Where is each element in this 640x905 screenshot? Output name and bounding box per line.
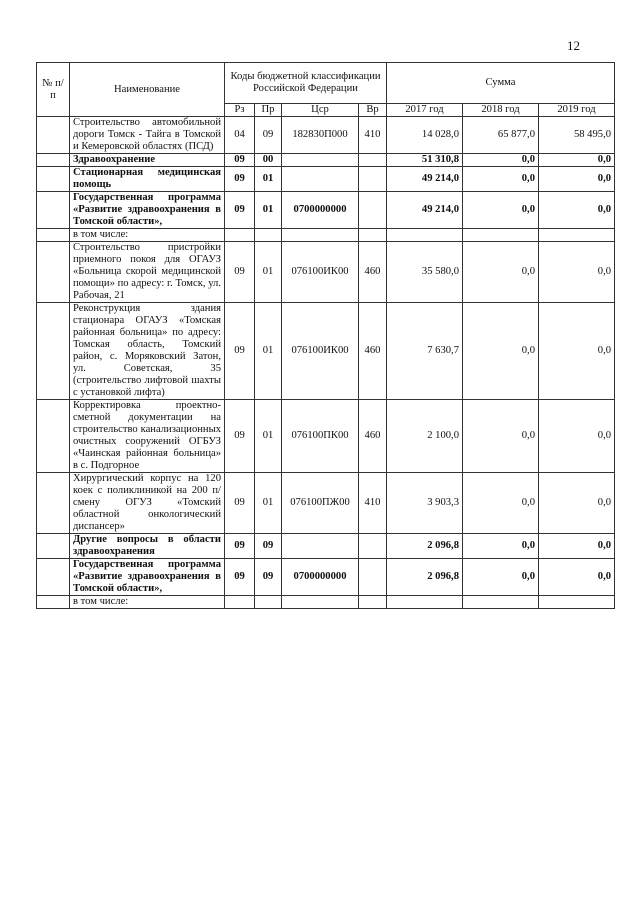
table-row — [37, 400, 615, 473]
table-row — [37, 534, 615, 559]
cell-num — [37, 154, 70, 167]
cell-pr: 01 — [255, 473, 282, 534]
cell-name: Корректировка проектно-сметной документации на строительство канализационных очистных сооружений ОГБУЗ «Чаинская районная больница» в с. Подгорное — [70, 400, 225, 473]
cell-name: Реконструкция здания стационара ОГАУЗ «Томская районная больница» по адресу: Томская область, Томский район, с. Моряковский Затон, ул. Советская, 35 (строительство лифтовой шахты с установкой лифта) — [70, 303, 225, 400]
cell-2018: 65 877,0 — [463, 117, 539, 154]
cell-pr: 00 — [255, 154, 282, 167]
cell-2017: 3 903,3 — [387, 473, 463, 534]
cell-2017 — [387, 596, 463, 609]
cell-vr: 460 — [359, 242, 387, 303]
cell-2018 — [463, 596, 539, 609]
cell-vr: 410 — [359, 117, 387, 154]
header-rz: Рз — [225, 104, 255, 117]
cell-name: Государственная программа «Развитие здравоохранения в Томской области», — [70, 192, 225, 229]
cell-rz: 09 — [225, 559, 255, 596]
header-name: Наименование — [70, 63, 225, 117]
cell-2019: 0,0 — [539, 167, 615, 192]
cell-vr — [359, 559, 387, 596]
cell-2018: 0,0 — [463, 534, 539, 559]
cell-2019: 0,0 — [539, 242, 615, 303]
cell-name: в том числе: — [70, 229, 225, 242]
table-row — [37, 192, 615, 229]
table-row — [37, 229, 615, 242]
cell-num — [37, 559, 70, 596]
cell-2017: 2 096,8 — [387, 534, 463, 559]
cell-num — [37, 400, 70, 473]
cell-2018: 0,0 — [463, 473, 539, 534]
cell-num — [37, 303, 70, 400]
header-vr: Вр — [359, 104, 387, 117]
cell-pr: 01 — [255, 192, 282, 229]
cell-rz: 09 — [225, 303, 255, 400]
cell-vr: 460 — [359, 400, 387, 473]
cell-2017: 7 630,7 — [387, 303, 463, 400]
header-pr: Пр — [255, 104, 282, 117]
cell-rz — [225, 596, 255, 609]
cell-2017: 49 214,0 — [387, 167, 463, 192]
cell-pr: 09 — [255, 534, 282, 559]
cell-name: Стационарная медицинская помощь — [70, 167, 225, 192]
cell-rz: 09 — [225, 154, 255, 167]
cell-csr — [282, 229, 359, 242]
table-row — [37, 117, 615, 154]
table-row — [37, 242, 615, 303]
header-codes: Коды бюджетной классификации Российской Федерации — [225, 63, 387, 104]
cell-num — [37, 117, 70, 154]
cell-name: Строительство автомобильной дороги Томск - Тайга в Томской и Кемеровской областях (ПСД) — [70, 117, 225, 154]
cell-name: в том числе: — [70, 596, 225, 609]
cell-2017: 14 028,0 — [387, 117, 463, 154]
cell-num — [37, 229, 70, 242]
cell-2018: 0,0 — [463, 559, 539, 596]
cell-num — [37, 167, 70, 192]
table-row — [37, 596, 615, 609]
cell-2017 — [387, 229, 463, 242]
cell-num — [37, 242, 70, 303]
cell-rz — [225, 229, 255, 242]
cell-2017: 51 310,8 — [387, 154, 463, 167]
cell-csr: 076100ПЖ00 — [282, 473, 359, 534]
cell-pr — [255, 229, 282, 242]
cell-num — [37, 596, 70, 609]
header-2018: 2018 год — [463, 104, 539, 117]
cell-csr: 182830П000 — [282, 117, 359, 154]
header-csr: Цср — [282, 104, 359, 117]
cell-num — [37, 473, 70, 534]
header-2017: 2017 год — [387, 104, 463, 117]
cell-num — [37, 534, 70, 559]
cell-rz: 09 — [225, 534, 255, 559]
cell-csr — [282, 596, 359, 609]
cell-vr — [359, 534, 387, 559]
cell-rz: 04 — [225, 117, 255, 154]
cell-2017: 49 214,0 — [387, 192, 463, 229]
cell-pr — [255, 596, 282, 609]
cell-csr: 0700000000 — [282, 559, 359, 596]
cell-pr: 09 — [255, 117, 282, 154]
table-row — [37, 167, 615, 192]
cell-csr: 0700000000 — [282, 192, 359, 229]
cell-pr: 01 — [255, 303, 282, 400]
table-row — [37, 154, 615, 167]
cell-2018: 0,0 — [463, 242, 539, 303]
cell-2017: 2 096,8 — [387, 559, 463, 596]
cell-vr — [359, 167, 387, 192]
cell-2019: 0,0 — [539, 192, 615, 229]
cell-csr: 076100ИК00 — [282, 242, 359, 303]
cell-rz: 09 — [225, 473, 255, 534]
table-row — [37, 473, 615, 534]
cell-vr — [359, 192, 387, 229]
table-row — [37, 559, 615, 596]
cell-2019: 0,0 — [539, 473, 615, 534]
cell-2018 — [463, 229, 539, 242]
cell-2018: 0,0 — [463, 154, 539, 167]
page-number: 12 — [567, 38, 580, 53]
cell-rz: 09 — [225, 242, 255, 303]
cell-vr: 410 — [359, 473, 387, 534]
cell-name: Другие вопросы в области здравоохранения — [70, 534, 225, 559]
cell-2019: 0,0 — [539, 559, 615, 596]
cell-name: Строительство пристройки приемного покоя для ОГАУЗ «Больница скорой медицинской помощи» по адресу: г. Томск, ул. Рабочая, 21 — [70, 242, 225, 303]
cell-rz: 09 — [225, 192, 255, 229]
header-num: № п/п — [37, 63, 70, 117]
cell-vr — [359, 154, 387, 167]
cell-2019: 0,0 — [539, 534, 615, 559]
cell-2018: 0,0 — [463, 400, 539, 473]
table-row — [37, 303, 615, 400]
cell-csr — [282, 167, 359, 192]
cell-2019 — [539, 229, 615, 242]
cell-2017: 2 100,0 — [387, 400, 463, 473]
cell-name: Здравоохранение — [70, 154, 225, 167]
cell-vr — [359, 229, 387, 242]
cell-csr: 076100ИК00 — [282, 303, 359, 400]
cell-pr: 01 — [255, 242, 282, 303]
cell-pr: 01 — [255, 167, 282, 192]
cell-pr: 01 — [255, 400, 282, 473]
cell-name: Государственная программа «Развитие здравоохранения в Томской области», — [70, 559, 225, 596]
cell-2018: 0,0 — [463, 192, 539, 229]
cell-name: Хирургический корпус на 120 коек с поликлиникой на 200 п/смену ОГУЗ «Томский областной онкологический диспансер» — [70, 473, 225, 534]
cell-2018: 0,0 — [463, 167, 539, 192]
cell-csr: 076100ПК00 — [282, 400, 359, 473]
header-row-top — [37, 63, 615, 104]
cell-rz: 09 — [225, 167, 255, 192]
cell-num — [37, 192, 70, 229]
cell-vr — [359, 596, 387, 609]
cell-csr — [282, 154, 359, 167]
budget-table — [36, 62, 615, 609]
header-sum: Сумма — [387, 63, 615, 104]
cell-2019: 0,0 — [539, 154, 615, 167]
cell-2019: 58 495,0 — [539, 117, 615, 154]
cell-2019: 0,0 — [539, 400, 615, 473]
cell-2019: 0,0 — [539, 303, 615, 400]
cell-pr: 09 — [255, 559, 282, 596]
cell-csr — [282, 534, 359, 559]
cell-rz: 09 — [225, 400, 255, 473]
cell-2018: 0,0 — [463, 303, 539, 400]
header-2019: 2019 год — [539, 104, 615, 117]
cell-vr: 460 — [359, 303, 387, 400]
cell-2017: 35 580,0 — [387, 242, 463, 303]
cell-2019 — [539, 596, 615, 609]
